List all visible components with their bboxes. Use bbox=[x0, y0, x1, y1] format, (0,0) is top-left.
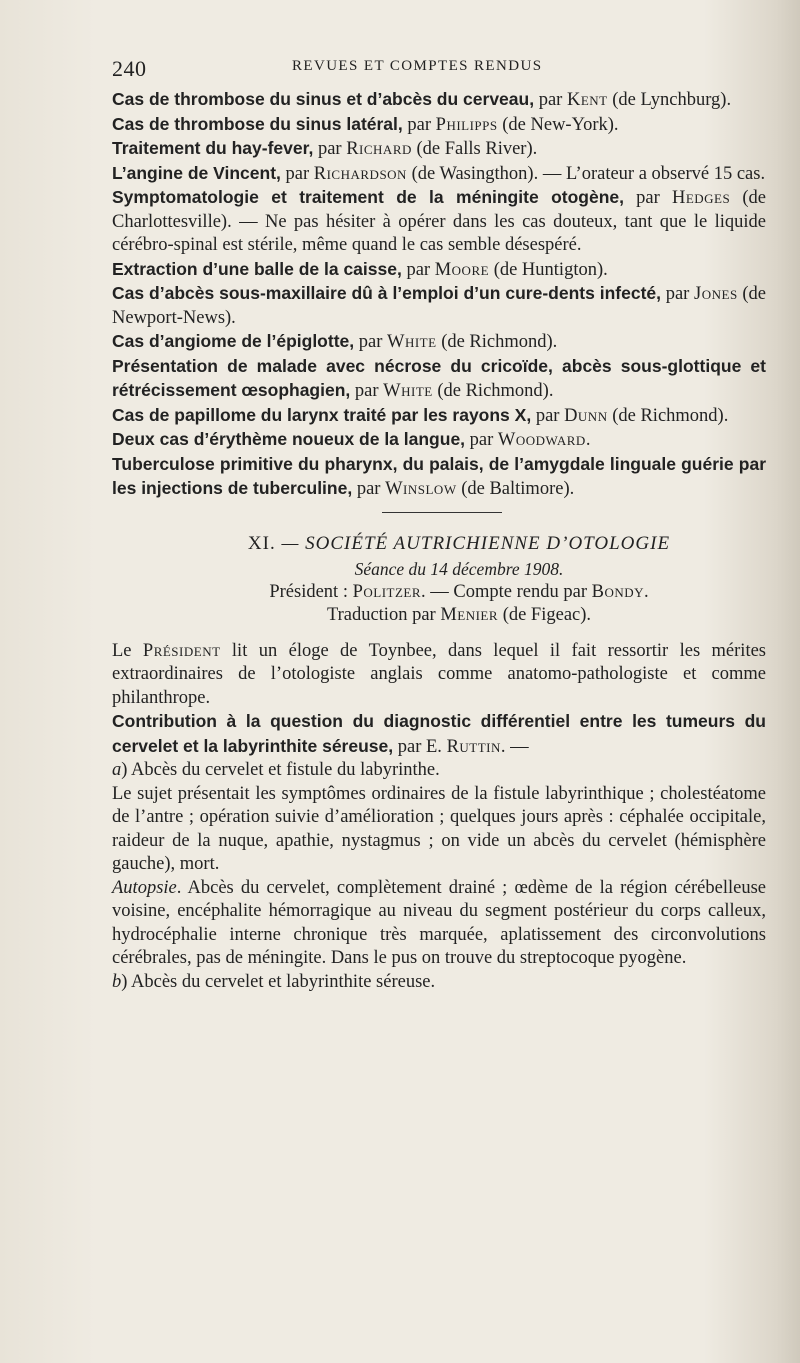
section-heading bbox=[152, 531, 766, 628]
translation-suffix: (de Figeac). bbox=[498, 605, 592, 625]
report-prefix: . — Compte rendu par bbox=[421, 581, 592, 602]
entry-detail: (de Wasingthon). — L’orateur a observé 15 cas. bbox=[406, 163, 766, 184]
entry-title: Cas de thrombose du sinus latéral, bbox=[112, 113, 403, 134]
entry-title: Tuberculose primitive du pharynx, du palais, de l’amygdale linguale guérie par les injections de tuberculine, bbox=[112, 453, 766, 498]
subcase-a-label: a bbox=[112, 760, 122, 780]
entry-detail: (de Charlottesville). — Ne pas hésiter à opérer dans les cas douteux, tant que le liquide cérébro-spinal est stérile, même quand le cas semble désespéré. bbox=[112, 188, 767, 255]
reporter-name: Bondy bbox=[591, 581, 645, 602]
entry-by: par bbox=[534, 90, 567, 110]
entry-title: Deux cas d’érythème noueux de la langue, bbox=[112, 429, 466, 449]
translation-line bbox=[152, 604, 766, 628]
entry-by: par bbox=[531, 405, 565, 426]
session-date: Séance du 14 décembre 1908. bbox=[354, 558, 564, 579]
paragraph-autopsy: Autopsie. Abcès du cervelet, complètement drainé ; œdème de la région cérébelleuse voisine, encéphalite hémorragique au niveau du segment postérieur du corps calleux, hydrocéphalie interne chronique très marquée, aplatissement des circonvolutions cérébrales, pas de méningite. Dans le pus on trouve du streptocoque pyogène. bbox=[112, 877, 766, 968]
paragraph-case: Le sujet présentait les symptômes ordinaires de la fistule labyrinthique ; cholestéatome de l’antre ; opération suivie d’amélioration ; quelques jours après : céphalée occipitale, raideur de la nuque, apathie, nystagmus ; on vide un abcès du cervelet (hémisphère gauche), mort. bbox=[112, 783, 766, 874]
section-number: XI. bbox=[247, 532, 276, 554]
contribution-title: Contribution à la question du diagnostic différentiel entre les tumeurs du cervelet et la labyrinthite séreuse, bbox=[112, 711, 766, 756]
section-title bbox=[152, 531, 766, 557]
entry-detail: (de Richmond). bbox=[432, 381, 554, 401]
entry-detail: (de Richmond). bbox=[607, 405, 729, 426]
entry-author: Woodward bbox=[497, 430, 586, 450]
communications-list bbox=[112, 88, 766, 502]
communication-entry bbox=[112, 186, 766, 258]
communication-entry bbox=[112, 404, 766, 429]
entry-title: Cas d’abcès sous-maxillaire dû à l’emploi d’un cure-dents infecté, bbox=[112, 283, 662, 303]
entry-title: Cas de papillome du larynx traité par les rayons X, bbox=[112, 404, 532, 425]
entry-detail: (de New-York). bbox=[497, 114, 619, 135]
report-suffix: . bbox=[644, 581, 649, 602]
entry-by: par bbox=[350, 381, 384, 401]
section-body bbox=[112, 640, 766, 995]
entry-author: Richardson bbox=[313, 163, 407, 184]
paragraph-contribution: Contribution à la question du diagnostic différentiel entre les tumeurs du cervelet et la labyrinthite séreuse, par E. Ruttin. — bbox=[112, 711, 766, 757]
entry-title: Extraction d’une balle de la caisse, bbox=[112, 258, 402, 279]
communication-entry bbox=[112, 453, 766, 502]
entry-author: Dunn bbox=[564, 405, 608, 426]
page-number: 240 bbox=[112, 56, 147, 81]
entry-by: par bbox=[401, 259, 435, 280]
section-dash: — bbox=[275, 532, 306, 554]
entry-author: White bbox=[387, 332, 437, 352]
president-line bbox=[152, 581, 766, 605]
entry-title: Symptomatologie et traitement de la méningite otogène, bbox=[112, 187, 624, 207]
communication-entry bbox=[112, 428, 766, 453]
society-name: SOCIÉTÉ AUTRICHIENNE D’OTOLOGIE bbox=[305, 532, 671, 554]
subcase-b: b) Abcès du cervelet et labyrinthite séreuse. bbox=[112, 971, 436, 992]
communication-entry bbox=[112, 88, 766, 113]
entry-author: Winslow bbox=[385, 479, 457, 499]
entry-author: Richard bbox=[346, 139, 412, 159]
running-head: REVUES ET COMPTES RENDUS bbox=[292, 58, 543, 74]
communication-entry bbox=[112, 113, 766, 138]
communication-entry bbox=[112, 137, 766, 162]
communication-entry bbox=[112, 355, 766, 404]
entry-by: par bbox=[402, 114, 436, 135]
entry-detail: . bbox=[585, 430, 591, 450]
entry-author: Kent bbox=[566, 90, 608, 110]
translator-name: Menier bbox=[440, 605, 499, 625]
paragraph-eulogy: Le Président lit un éloge de Toynbee, dans lequel il fait ressortir les mérites extraordinaires de l’otologiste anglais comme anatomo-pathologiste et comme philanthrope. bbox=[112, 640, 766, 708]
entry-detail: (de Newport-News). bbox=[112, 284, 766, 328]
entry-title: Cas d’angiome de l’épiglotte, bbox=[112, 331, 355, 351]
entry-detail: (de Huntigton). bbox=[489, 259, 608, 280]
entry-by: par bbox=[354, 332, 387, 352]
entry-by: par bbox=[661, 284, 695, 304]
entry-detail: (de Lynchburg). bbox=[607, 90, 732, 110]
subcase-a: a) Abcès du cervelet et fistule du labyrinthe. bbox=[112, 760, 440, 780]
section-divider bbox=[382, 512, 502, 513]
entry-by: par bbox=[465, 430, 498, 450]
entry-title: Cas de thrombose du sinus et d’abcès du cerveau, bbox=[112, 89, 535, 109]
entry-title: Traitement du hay-fever, bbox=[112, 138, 314, 158]
entry-by: par bbox=[313, 139, 347, 159]
president-name: Politzer bbox=[352, 581, 422, 602]
entry-by: par bbox=[352, 479, 386, 499]
entry-by: par bbox=[280, 163, 314, 184]
page-header bbox=[112, 48, 766, 88]
president-label: Président : bbox=[269, 581, 353, 602]
autopsy-label: Autopsie bbox=[112, 877, 177, 898]
entry-author: Moore bbox=[434, 259, 490, 280]
president-word: Président bbox=[142, 640, 221, 661]
entry-detail: (de Richmond). bbox=[436, 332, 558, 352]
entry-by: par bbox=[624, 188, 672, 208]
entry-detail: (de Baltimore). bbox=[456, 479, 575, 499]
communication-entry bbox=[112, 330, 766, 355]
communication-entry bbox=[112, 282, 766, 330]
communication-entry bbox=[112, 258, 766, 283]
contribution-author: Ruttin bbox=[446, 736, 501, 757]
entry-author: Jones bbox=[694, 284, 738, 304]
communication-entry bbox=[112, 162, 766, 187]
entry-author: Hedges bbox=[671, 188, 731, 208]
entry-author: White bbox=[383, 381, 433, 401]
entry-title: Présentation de malade avec nécrose du cricoïde, abcès sous-glottique et rétrécissement œsophagien, bbox=[112, 355, 766, 400]
entry-title: L’angine de Vincent, bbox=[112, 162, 281, 183]
entry-author: Philipps bbox=[435, 114, 498, 135]
subcase-b-label: b bbox=[112, 971, 122, 992]
entry-detail: (de Falls River). bbox=[411, 139, 538, 159]
translation-prefix: Traduction par bbox=[326, 605, 441, 625]
